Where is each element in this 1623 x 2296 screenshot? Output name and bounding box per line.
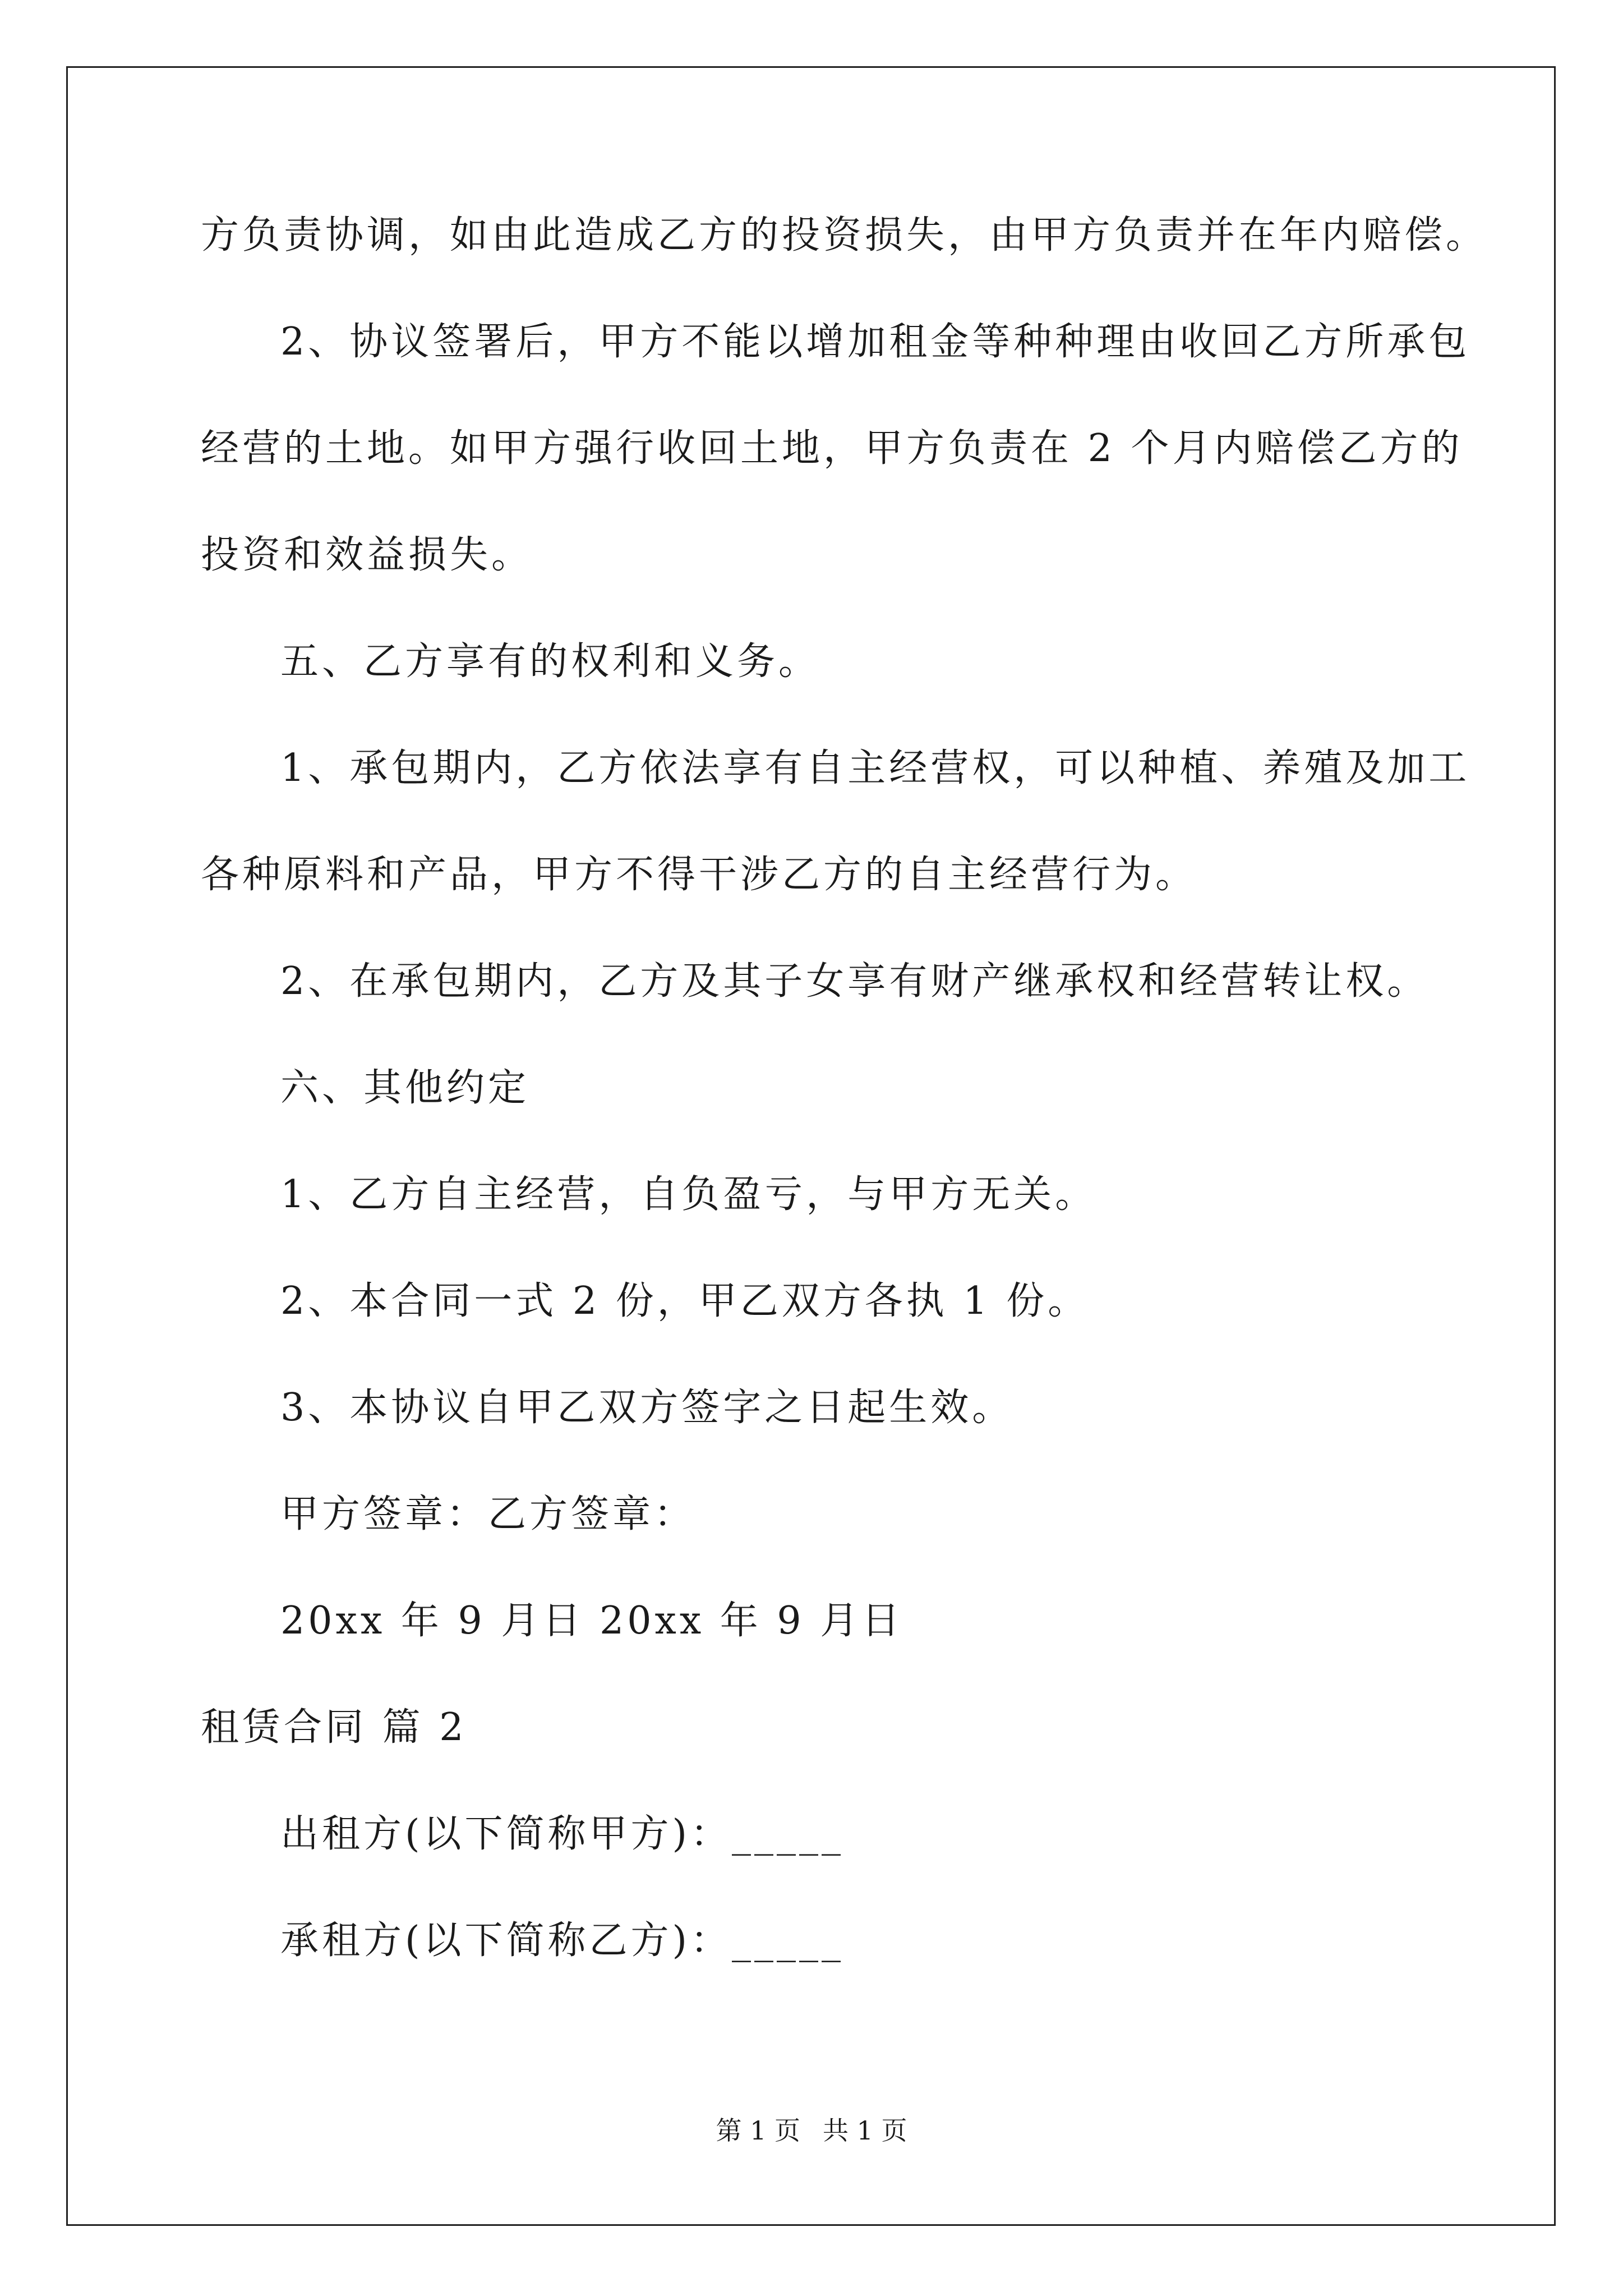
text-line: 1、承包期内，乙方依法享有自主经营权，可以种植、养殖及加工: [280, 746, 1470, 790]
page-total: 共 1 页: [823, 2115, 907, 2146]
text-line: 投资和效益损失。: [201, 533, 533, 577]
text-line: 1、乙方自主经营，自负盈亏，与甲方无关。: [280, 1172, 1097, 1217]
text-line: 2、本合同一式 2 份，甲乙双方各执 1 份。: [280, 1279, 1090, 1323]
page-border: [66, 66, 1556, 2226]
page-number: 第 1 页: [716, 2115, 800, 2146]
date-line: 20xx 年 9 月日 20xx 年 9 月日: [280, 1599, 903, 1643]
lessor-line: 出租方(以下简称甲方)：_____: [280, 1812, 845, 1856]
text-line: 各种原料和产品，甲方不得干涉乙方的自主经营行为。: [201, 853, 1197, 897]
contract-title: 租赁合同 篇 2: [201, 1705, 467, 1750]
section-heading: 六、其他约定: [280, 1066, 530, 1110]
page-footer: [0, 2115, 1623, 2146]
text-line: 2、在承包期内，乙方及其子女享有财产继承权和经营转让权。: [280, 959, 1429, 1004]
text-line: 3、本协议自甲乙双方签字之日起生效。: [280, 1386, 1014, 1430]
text-line: 经营的土地。如甲方强行收回土地，甲方负责在 2 个月内赔偿乙方的: [201, 426, 1463, 471]
section-heading: 五、乙方享有的权利和义务。: [280, 639, 820, 684]
lessee-line: 承租方(以下简称乙方)：_____: [280, 1918, 845, 1963]
text-line: 2、协议签署后，甲方不能以增加租金等种种理由收回乙方所承包: [280, 320, 1470, 364]
text-line: 方负责协调，如由此造成乙方的投资损失，由甲方负责并在年内赔偿。: [201, 213, 1488, 257]
signature-line: 甲方签章：乙方签章：: [280, 1492, 696, 1536]
